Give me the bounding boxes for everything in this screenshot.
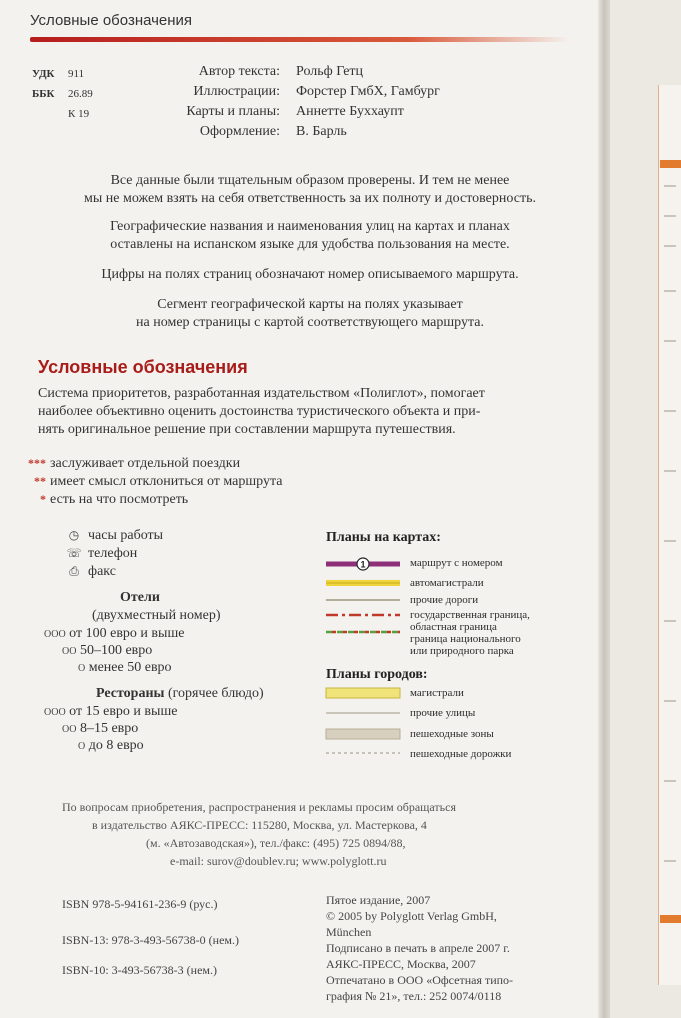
hotel-price-row: О менее 50 евро <box>78 660 172 675</box>
intro-paragraph: Сегмент географической карты на полях указывает на номер страницы с картой соответствующего маршрута. <box>136 297 484 330</box>
credit-role: Автор текста: <box>198 64 280 79</box>
adjacent-page-panel <box>658 85 681 985</box>
imprint-line: АЯКС-ПРЕСС, Москва, 2007 <box>326 957 476 971</box>
adjacent-page-text <box>664 410 676 412</box>
rating-row: * есть на что посмотреть <box>20 492 188 508</box>
rating-row: *** заслуживает отдельной поездки <box>20 456 240 472</box>
price-symbols: ООО <box>44 707 66 718</box>
isbn-line: ISBN-13: 978-3-493-56738-0 (нем.) <box>62 933 239 947</box>
credit-name: Рольф Гетц <box>296 64 364 79</box>
book-gutter <box>598 0 610 1018</box>
contact-line: По вопросам приобретения, распространения и рекламы просим обращаться <box>62 800 456 814</box>
map-legend-label: или природного парка <box>410 645 514 657</box>
map-legend-label: прочие дороги <box>410 594 479 606</box>
adjacent-page-text <box>664 245 676 247</box>
contact-line: e-mail: surov@doublev.ru; www.polyglott.ru <box>170 854 387 868</box>
adjacent-page-text <box>664 470 676 472</box>
contact-line: (м. «Автозаводская»), тел./факс: (495) 725 0894/88, <box>146 836 406 850</box>
adjacent-page-accent <box>660 160 681 168</box>
map-legend-title: Планы на картах: <box>326 530 441 545</box>
code-value: 26.89 <box>68 88 93 100</box>
running-header: Условные обозначения <box>30 12 193 29</box>
isbn-line: ISBN 978-5-94161-236-9 (рус.) <box>62 897 218 911</box>
hotel-price-row: ООО от 100 евро и выше <box>44 626 185 641</box>
legend-row: ⎙ факс <box>66 564 116 580</box>
intro-paragraph: Цифры на полях страниц обозначают номер описываемого маршрута. <box>101 267 519 282</box>
credit-name: Форстер ГмбХ, Гамбург <box>296 84 440 99</box>
code-label: ББК <box>32 88 55 100</box>
main-street-swatch <box>326 688 400 698</box>
map-legend-label: граница национального <box>410 633 521 645</box>
intro-paragraph: Все данные были тщательным образом проверены. И тем не менее мы не можем взять на себя ответственность за их полноту и достоверность. <box>84 173 536 206</box>
section-text: Система приоритетов, разработанная издательством «Полиглот», помогает наиболее объективно оценить достоинства туристического объекта и при- нять оригинальное решение при составлении маршрута путешествия. <box>38 386 485 437</box>
legend-row: ☏ телефон <box>66 546 138 561</box>
contact-line: в издательство АЯКС-ПРЕСС: 115280, Москва, ул. Мастеркова, 4 <box>92 818 427 832</box>
section-title: Условные обозначения <box>38 357 248 377</box>
phone-icon: ☏ <box>66 546 82 560</box>
hotels-subtitle: (двухместный номер) <box>92 608 221 623</box>
city-legend-label: пешеходные зоны <box>410 728 494 740</box>
city-legend-swatches <box>322 685 404 765</box>
code-value: 911 <box>68 68 85 80</box>
adjacent-page-text <box>664 215 676 217</box>
price-symbols: ОО <box>62 646 77 657</box>
imprint-line: Отпечатано в ООО «Офсетная типо- <box>326 973 514 987</box>
fax-icon: ⎙ <box>69 564 79 578</box>
imprint-line: графия № 21», тел.: 252 0074/0118 <box>326 989 502 1003</box>
rating-stars: ** <box>34 474 46 488</box>
city-legend-label: прочие улицы <box>410 707 476 719</box>
map-legend-label: маршрут с номером <box>410 557 503 569</box>
adjacent-page-accent <box>660 915 681 923</box>
city-legend-title: Планы городов: <box>326 667 428 682</box>
adjacent-page-text <box>664 620 676 622</box>
isbn-line: ISBN-10: 3-493-56738-3 (нем.) <box>62 963 217 977</box>
rating-row: ** имеет смысл отклониться от маршрута <box>20 474 282 490</box>
clock-icon: ◷ <box>68 528 80 542</box>
credit-name: В. Барль <box>296 124 347 139</box>
code-value: К 19 <box>68 108 90 120</box>
adjacent-page-text <box>664 290 676 292</box>
adjacent-page-text <box>664 340 676 342</box>
price-symbols: ОО <box>62 724 77 735</box>
pedestrian-zone-swatch <box>326 729 400 739</box>
hotel-price-row: ОО 50–100 евро <box>62 643 153 658</box>
map-legend-label: автомагистрали <box>410 577 484 589</box>
hotels-title: Отели <box>120 590 160 605</box>
price-symbols: О <box>78 741 86 752</box>
intro-paragraph: Географические названия и наименования улиц на картах и планах оставлены на испанском языке для удобства пользования на месте. <box>110 219 510 252</box>
code-label: УДК <box>32 68 55 80</box>
imprint-line: © 2005 by Polyglott Verlag GmbH, <box>326 909 497 923</box>
map-legend-label: государственная граница, <box>410 609 530 621</box>
city-legend-label: пешеходные дорожки <box>410 748 512 760</box>
credit-role: Оформление: <box>199 124 280 139</box>
legend-row: ◷ часы работы <box>66 528 163 544</box>
credit-role: Карты и планы: <box>186 104 280 119</box>
price-symbols: О <box>78 663 86 674</box>
adjacent-page-text <box>664 700 676 702</box>
rating-stars: *** <box>28 456 46 470</box>
restaurant-price-row: ООО от 15 евро и выше <box>44 704 178 719</box>
header-rule <box>30 37 570 42</box>
adjacent-page-text <box>664 780 676 782</box>
adjacent-page-text <box>664 540 676 542</box>
restaurant-price-row: О до 8 евро <box>78 738 144 753</box>
restaurants-heading: Рестораны (горячее блюдо) <box>96 686 264 701</box>
restaurant-price-row: ОО 8–15 евро <box>62 721 139 736</box>
imprint-line: München <box>326 925 372 939</box>
map-legend-label: областная граница <box>410 621 497 633</box>
route-number: 1 <box>360 559 366 570</box>
imprint-line: Пятое издание, 2007 <box>326 893 431 907</box>
map-legend-swatches <box>322 552 404 652</box>
price-symbols: ООО <box>44 629 66 640</box>
rating-stars: * <box>40 492 46 506</box>
city-legend-label: магистрали <box>410 687 464 699</box>
imprint-line: Подписано в печать в апреле 2007 г. <box>326 941 510 955</box>
credit-role: Иллюстрации: <box>193 84 280 99</box>
adjacent-page-text <box>664 185 676 187</box>
adjacent-page-text <box>664 860 676 862</box>
credit-name: Аннетте Буххаупт <box>296 104 404 119</box>
